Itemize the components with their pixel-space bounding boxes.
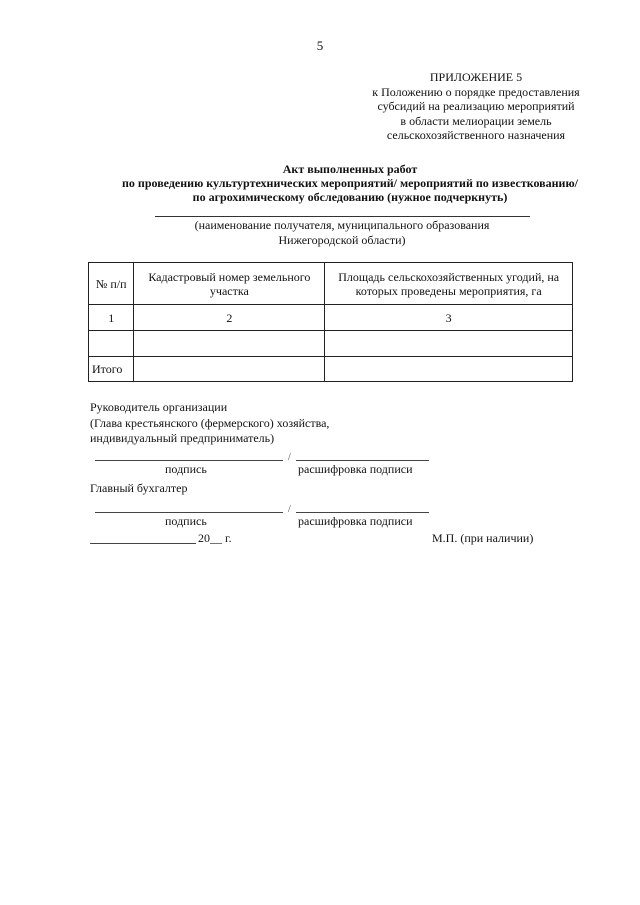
- head-signature-label: [90, 400, 329, 447]
- signature-caption: подпись: [165, 462, 207, 476]
- page-number: 5: [316, 38, 324, 53]
- recipient-caption: [140, 218, 544, 248]
- appendix-heading: ПРИЛОЖЕНИЕ 5: [429, 70, 523, 84]
- table-cell: [134, 331, 325, 357]
- appendix-line: сельскохозяйственного назначения: [386, 128, 566, 142]
- works-table: [88, 262, 573, 382]
- head-decoding-line: [296, 460, 429, 461]
- accountant-decoding-line: [296, 512, 429, 513]
- table-cell: [325, 357, 573, 382]
- header-cell-number: № п/п: [89, 263, 134, 305]
- table-row: [89, 305, 573, 331]
- head-label-line: Руководитель организации: [90, 400, 228, 414]
- table-total-row: [89, 357, 573, 382]
- table-header-row: [89, 263, 573, 305]
- accountant-signature-line: [95, 512, 283, 513]
- total-label-cell: Итого: [89, 357, 134, 382]
- recipient-caption-line: Нижегородской области): [278, 233, 406, 247]
- head-label-line: индивидуальный предприниматель): [90, 431, 275, 445]
- table-cell: [89, 331, 134, 357]
- decoding-caption: расшифровка подписи: [298, 514, 413, 528]
- table-cell: [134, 357, 325, 382]
- appendix-line: в области мелиорации земель: [400, 113, 552, 128]
- appendix-line: субсидий на реализацию мероприятий: [377, 99, 575, 113]
- recipient-fill-line: [155, 216, 530, 217]
- chief-accountant-label: Главный бухгалтер: [90, 481, 188, 495]
- table-row: [89, 331, 573, 357]
- stamp-text: М.П. (при наличии): [432, 531, 534, 545]
- slash-separator: /: [288, 504, 291, 515]
- table-cell: 2: [134, 305, 325, 331]
- header-cell-cadastral: Кадастровый номер земельного участка: [134, 263, 325, 305]
- recipient-caption-line: (наименование получателя, муниципального образования: [194, 218, 490, 232]
- date-text: 20__ г.: [198, 531, 232, 545]
- slash-separator: /: [288, 452, 291, 463]
- header-cell-area: Площадь сельскохозяйственных угодий, на которых проведены мероприятия, га: [325, 263, 573, 305]
- document-title: [60, 162, 640, 204]
- table-cell: [325, 331, 573, 357]
- title-line: Акт выполненных работ: [282, 162, 418, 176]
- appendix-block: [350, 70, 602, 143]
- head-label-line: (Глава крестьянского (фермерского) хозяйства,: [90, 415, 330, 430]
- title-line: по агрохимическому обследованию (нужное подчеркнуть): [192, 190, 508, 204]
- table-cell: 1: [89, 305, 134, 331]
- head-signature-line: [95, 460, 283, 461]
- title-line: по проведению культуртехнических мероприятий/ мероприятий по известкованию/: [122, 176, 578, 190]
- date-fill-line: [90, 543, 196, 544]
- signature-caption: подпись: [165, 514, 207, 528]
- decoding-caption: расшифровка подписи: [298, 462, 413, 476]
- table-cell: 3: [325, 305, 573, 331]
- appendix-line: к Положению о порядке предоставления: [372, 84, 580, 99]
